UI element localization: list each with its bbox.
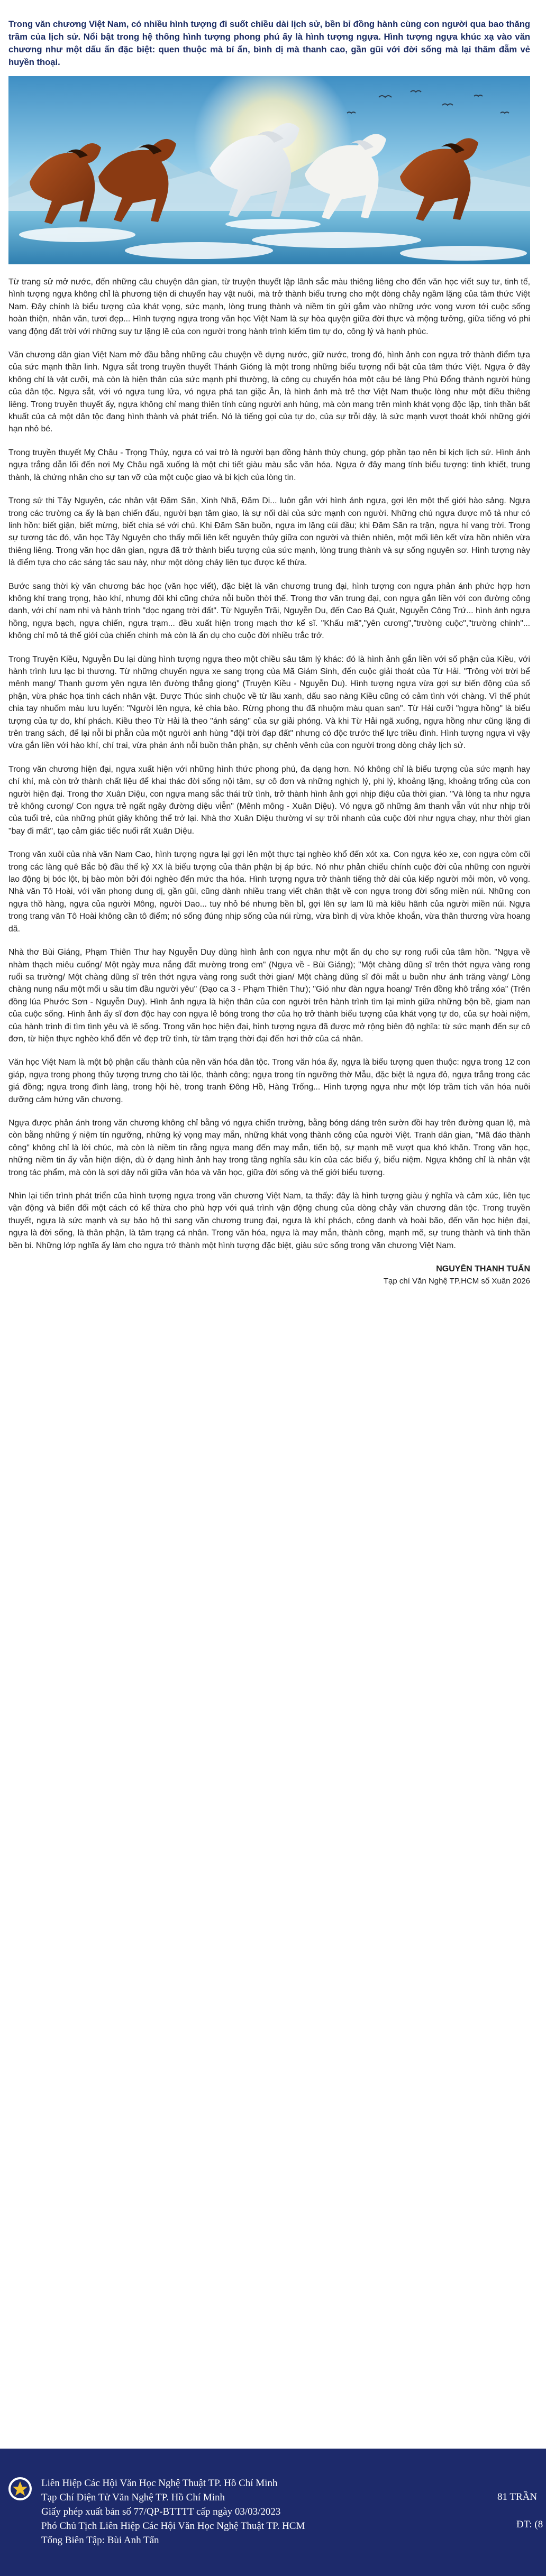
paragraph: Bước sang thời kỳ văn chương bác học (văn học viết), đặc biệt là văn chương trung đại, hình tượng con ngựa phản ánh phức hợp hơn không khí trang trọng, hào khí, nhưng đôi khi cũng chứa nỗi buồn thời thế. Trong thơ văn trung đại, con ngựa gắn liền với con đường công danh, với chí nam nhi và hành trình "dọc ngang trời đất". Từ Nguyễn Trãi, Nguyễn Du, đến Cao Bá Quát, Nguyễn Công Trứ... hình ảnh ngựa hồng, ngựa bạch, ngựa chiến, ngựa trạm... đều xuất hiện trong mạch thơ kể sĩ. "Khấu mã","yên cương","trường cuộc","trường chinh"... không chỉ mô tả thế giới của chiến chinh mà còn là ẩn dụ cho cuộc đời nhiều trắc trở. [8,581,530,641]
paragraph: Ngựa được phản ánh trong văn chương không chỉ bằng vó ngựa chiến trường, bằng bóng dáng trên sườn đồi hay trên đường quan lộ, mà còn bằng những ý niệm tín ngưỡng, những ký vọng may mắn, những khát vọng thành công của người Việt. Tranh dân gian, "Mã đáo thành công" không chỉ là lời chúc, mà còn là niềm tin rằng ngựa mang đến may mắn, tiến bộ, sự mạnh mẽ vượt qua khó khăn. Trong văn học, những niềm tin ấy vẫn hiện diện, dù ở dạng hình ảnh hay trong tầng nghĩa sâu kín của các biểu ý, biểu niệm. Ngựa không chỉ là nhân vật trong tác phẩm, mà còn là sợi dây nối giữa văn hóa và văn học, giữa đời sống và thế giới biểu tượng. [8,1118,530,1177]
article-lead: Trong văn chương Việt Nam, có nhiều hình tượng đi suốt chiều dài lịch sử, bền bỉ đồng hành cùng con người qua bao thăng trầm của lịch sử. Nổi bật trong hệ thống hình tượng phong phú ấy là hình tượng ngựa. Hình tượng ngựa khúc xạ vào văn chương như một dấu ấn đặc biệt: quen thuộc mà bí ẩn, bình dị mà thanh cao, gần gũi với đời sống mà lại thăm đẫm vẻ huyền thoại. [8,19,530,67]
hero-image-horses [8,76,530,264]
article-body [8,276,530,1252]
paragraph: Nhà thơ Bùi Giáng, Phạm Thiên Thư hay Nguyễn Duy dùng hình ảnh con ngựa như một ẩn dụ cho sự rong ruổi của tâm hồn. "Ngựa về nhàm thạch miêu cuống/ Một ngày mưa nắng đất mường trong em" (Ngựa về - Bùi Giáng); "Một chàng dũng sĩ trên thớt ngựa vàng rong ruổi sa trường/ Một chàng dũng sĩ trên thớt ngựa vàng rong suốt thời gian/ Một chàng dũng sĩ đôi mắt u buồn như ánh trăng vàng/ Lòng chàng nung nấu một mối u sầu tím đầu người yêu" (Đạo ca 3 - Phạm Thiên Thư); "Gió như đàn ngựa hoang/ Trên đồng khô trắng xóa" (Trên đồng lúa Phước Sơn - Nguyễn Duy). Hình ảnh ngựa là hiện thân của con người trên hành trình tìm lại mình giữa những bộn bề, giam nan của cuộc sống. Hình ảnh ấy sĩ đơn độc hay con ngựa lẻ bóng trong thơ của họ trở thành biểu tượng của khát vọng tự do, của sự hoài niệm, của hành trình đi tìm tình yêu và lẽ sống. Trong văn học hiện đại, hình tượng ngựa đã được mở rộng biên độ nghĩa: từ sức mạnh đến sự cô đơn, từ hiện thực nghèo khổ đến vẻ đẹp trữ tình, từ tâm trạng thời đại đến hơi thở của cá nhân. [8,948,530,1044]
footer-phone: ĐT: (8 [516,2519,543,2530]
site-footer [0,2449,546,2576]
article [8,18,530,1287]
paragraph: Nhìn lại tiến trình phát triển của hình tượng ngựa trong văn chương Việt Nam, ta thấy: đây là hình tượng giàu ý nghĩa và cảm xúc, liên tục vận động và biến đổi một cách có kế thừa cho phù hợp với quá trình vận động chung của dòng chảy văn chương dân tộc. Trong truyền thuyết, ngựa là sức mạnh và sự bảo hộ thì sang văn chương trung đại, ngựa là khí phách, công danh và hoài bão, đến văn học hiện đại, ngựa là đời sống, là thân phận, là tâm trạng cá nhân. Trong văn hóa, ngựa là may mắn, thành công, mạnh mẽ, sự trung thành và tinh thần bền bỉ. Những lớp nghĩa ấy làm cho ngựa trở thành một hình tượng đặc biệt, giàu sức sống trong văn chương Việt Nam. [8,1192,530,1250]
paragraph: Trong văn chương hiện đại, ngựa xuất hiện với những hình thức phong phú, đa dạng hơn. Nó không chỉ là biểu tượng của sức mạnh hay chí khí, mà còn trở thành chất liệu để khai thác đời sống nội tâm, sự cô đơn và những nghịch lý, phi lý, khoảng lặng, khoảng trống của con người hiện đại. Trong thơ Xuân Diệu, con ngựa mang sắc thái trữ tình, trở thành hình ảnh gợi nhịp điệu của thời gian. "Và lòng ta như ngựa trẻ không cương/ Con ngựa trẻ ngất ngây đường diệu viễn" (Mênh mông - Xuân Diệu). Vó ngựa gõ những âm thanh vẫn vút như nhịp trôi của tuổi trẻ, của những phút giây không thể trở lại. Nhà thơ Xuân Diệu thường ví sự trôi nhanh của cuộc đời như ngựa chạy, như thời gian "bay đi mất", tạo cảm giác tiếc nuối rất Xuân Diệu. [8,764,530,836]
article-source: Tạp chí Văn Nghệ TP.HCM số Xuân 2026 [383,1277,530,1286]
footer-line: Phó Chủ Tịch Liên Hiệp Các Hội Văn Học Nghệ Thuật TP. HCM [41,2520,305,2532]
footer-address: 81 TRẦN [497,2491,538,2503]
paragraph: Trong văn xuôi của nhà văn Nam Cao, hình tượng ngựa lại gợi lên một thực tại nghèo khổ đến xót xa. Con ngựa kéo xe, con ngựa còm cõi trong các làng quê Bắc bộ đầu thế kỷ XX là biểu tượng của thân phận bị áp bức. Nó như phản chiếu chính cuộc đời của những con người lao động bị bóc lột, bị bào mòn bởi đói nghèo đến mức tha hóa. Hình tượng ngựa trở thành tiếng thở dài của kiếp người mỏi mòn, vô vọng. Nhà văn Tô Hoài, với văn phong dung dị, gần gũi, cũng dành nhiều trang viết chân thật về con ngựa trong đời sống miền núi. Những con ngựa thồ hàng, ngựa của người Mông, người Dao... tuy nhỏ bé nhưng bền bỉ, gợi lên sự lam lũ mà kiêu hãnh của người miền núi. Ngựa trong trang văn Tô Hoài không cần tô điểm; nó sống đúng nhịp sống của núi rừng, vừa bình dị vừa khỏe khoắn, vừa thân thương vừa hoang dã. [8,850,530,934]
paragraph: Trong sử thi Tây Nguyên, các nhân vật Đăm Săn, Xinh Nhã, Đăm Di... luôn gắn với hình ảnh ngựa, gợi lên một thế giới hào sảng. Ngựa trong các trường ca ấy là bạn chiến đấu, người bạn tâm giao, là sự nối dài của sức mạnh con người. Những chú ngựa được mô tả như có linh hồn: biết giận, biết mừng, biết chia sẻ với chủ. Khi Đăm Săn buồn, ngựa im lặng cúi đầu; khi Đăm Săn ra trận, ngựa hí vang trời. Trong sự tương tác đó, văn học Tây Nguyên cho thấy mối liên kết nguyên thủy giữa con người và thiên nhiên, một mối liên kết vừa hồn nhiên vừa thiêng liêng. Trong văn học dân gian, ngựa đã trở thành biểu tượng của sức mạnh, lòng trung thành và sự sống nguyên sơ. Hình tượng này là điểm tựa cho các sáng tác sau này, như một dòng chảy liên tục được kế thừa. [8,496,530,568]
author-name: NGUYỄN THANH TUẤN [436,1264,530,1274]
footer-line: Giấy phép xuất bản số 77/QP-BTTTT cấp ngày 03/03/2023 [41,2506,281,2517]
paragraph: Trong Truyện Kiều, Nguyễn Du lại dùng hình tượng ngựa theo một chiều sâu tâm lý khác: đó là hình ảnh gắn liền với số phận của Kiều, với hành trình lưu lạc bi thương. Từ những chuyến ngựa xe sang trọng của Mã Giám Sinh, đến cuộc giải thoát của Từ Hải. "Trông vời trời bể mênh mang/ Thanh gươm yên ngựa lên đường thẳng giong" (Truyện Kiều - Nguyễn Du). Hình tượng ngựa vừa gợi sự biến động của số phận, vừa phác họa tinh cách nhân vật. Được Thúc sinh chuộc về từ lầu xanh, dấu sao nàng Kiều cũng có cảm tình với chàng. Vì thế phút chia tay nhuốm màu lưu luyến: "Người lên ngựa, kẻ chia bào. Rừng phong thu đã nhuộm màu quan san". Từ Hải cưỡi "ngựa hồng" là biểu tượng của tự do, khí phách. Kiều theo Từ Hải là theo "ánh sáng" của sự giải phóng. Và khi Từ Hải ngã xuống, ngựa hồng như cũng lặng đi trên trang sách, để lại nỗi bi phẫn của một người anh hùng "đội trời đạp đất" nhưng có độc trước thế lực triều đình. Hình tượng ngựa vì vậy vừa gắn liền với hào khí, chí trai, vừa phản ánh nỗi buồn thân phận, sự chênh vênh của con người trong dòng chảy lịch sử. [8,654,530,751]
paragraph: Văn chương dân gian Việt Nam mở đầu bằng những câu chuyện về dựng nước, giữ nước, trong đó, hình ảnh con ngựa trở thành điểm tựa của sức mạnh thần linh. Ngựa sắt trong truyền thuyết Thánh Gióng là một trong những biểu tượng nổi bật của tâm thức Việt. Ngựa ở đây không chỉ là vật cưỡi, mà còn là hiện thân của sức mạnh phi thường, là công cụ chuyển hóa một cậu bé làng Phù Đổng thành người hùng của dân tộc. Ngựa sắt, với vó ngựa tung lửa, vó ngựa phá tan giặc Ân, là hình ảnh mà trẻ thơ Việt Nam thuộc lòng như một điều thiêng liêng. Trong truyền thuyết ấy, ngựa không chỉ mang thiên tính cùng người anh hùng, mà còn mang trên mình khát vọng độc lập, tinh thần bất khuất của cả một dân tộc đang hình thành và phát triển. Nó là tiếng gọi của tự do, của sự trỗi dậy, là sức mạnh vượt thoát khỏi những giới hạn nhỏ bé. [8,350,530,434]
paragraph: Từ trang sử mở nước, đến những câu chuyện dân gian, từ truyện thuyết lập lãnh sắc màu thiêng liêng cho đến văn học viết suy tư, tinh tế, hình tượng ngựa không chỉ là phương tiện di chuyển hay vật nuôi, mà trở thành biểu trưng cho một dòng chảy ngầm lặng của tâm thức Việt Nam. Đây chính là biểu tượng của khát vọng, sức mạnh, lòng trung thành và niềm tin gửi gắm vào những ước vọng vươn tới cuộc sống hoàn thiện, nhân văn, tươi đẹp... Hình tượng ngựa trong văn học Việt Nam là sự hòa quyện giữa đời thực và mộng tưởng, giữa tiếng vó phi vang động đất trời với những suy tư lặng lẽ của con người trong hành trình kiếm tìm tự do, công lý và hạnh phúc. [8,278,530,336]
footer-line: Tổng Biên Tập: Bùi Anh Tấn [41,2535,159,2546]
footer-line: Tạp Chí Điện Tử Văn Nghệ TP. Hồ Chí Minh [41,2492,225,2503]
org-logo-icon [7,2476,33,2501]
article-signature [8,1263,530,1287]
paragraph: Trong truyền thuyết Mỵ Châu - Trọng Thủy, ngựa có vai trò là người bạn đồng hành thủy chung, góp phần tạo nên bi kịch lịch sử. Hình ảnh ngựa trắng dẫn lối đến nơi Mỵ Châu ngã xuống là một chi tiết giàu màu sắc văn hóa. Ngựa ở đây mang tính biểu tượng: tinh khiết, trung thành, là chứng nhân cho sự tan vỡ của một cuộc giao và bi kịch của lòng tin. [8,448,530,482]
footer-line: Liên Hiệp Các Hội Văn Học Nghệ Thuật TP. Hồ Chí Minh [41,2478,278,2489]
footer-info [41,2476,422,2547]
paragraph: Văn học Việt Nam là một bộ phận cấu thành của nền văn hóa dân tộc. Trong văn hóa ấy, ngựa là biểu tượng quen thuộc: ngựa trong 12 con giáp, ngựa trong phong thủy tượng trưng cho tài lộc, thành công; ngựa trong tín ngưỡng thờ Mẫu, đặc biệt là ngựa đỏ, ngựa trắng trong các giá đồng; ngựa trong đình làng, trong hội hè, trong tranh Đông Hồ, Hàng Trống... Hình tượng ngựa như một lớp trầm tích văn hóa nuôi dưỡng cảm hứng văn chương. [8,1058,530,1104]
